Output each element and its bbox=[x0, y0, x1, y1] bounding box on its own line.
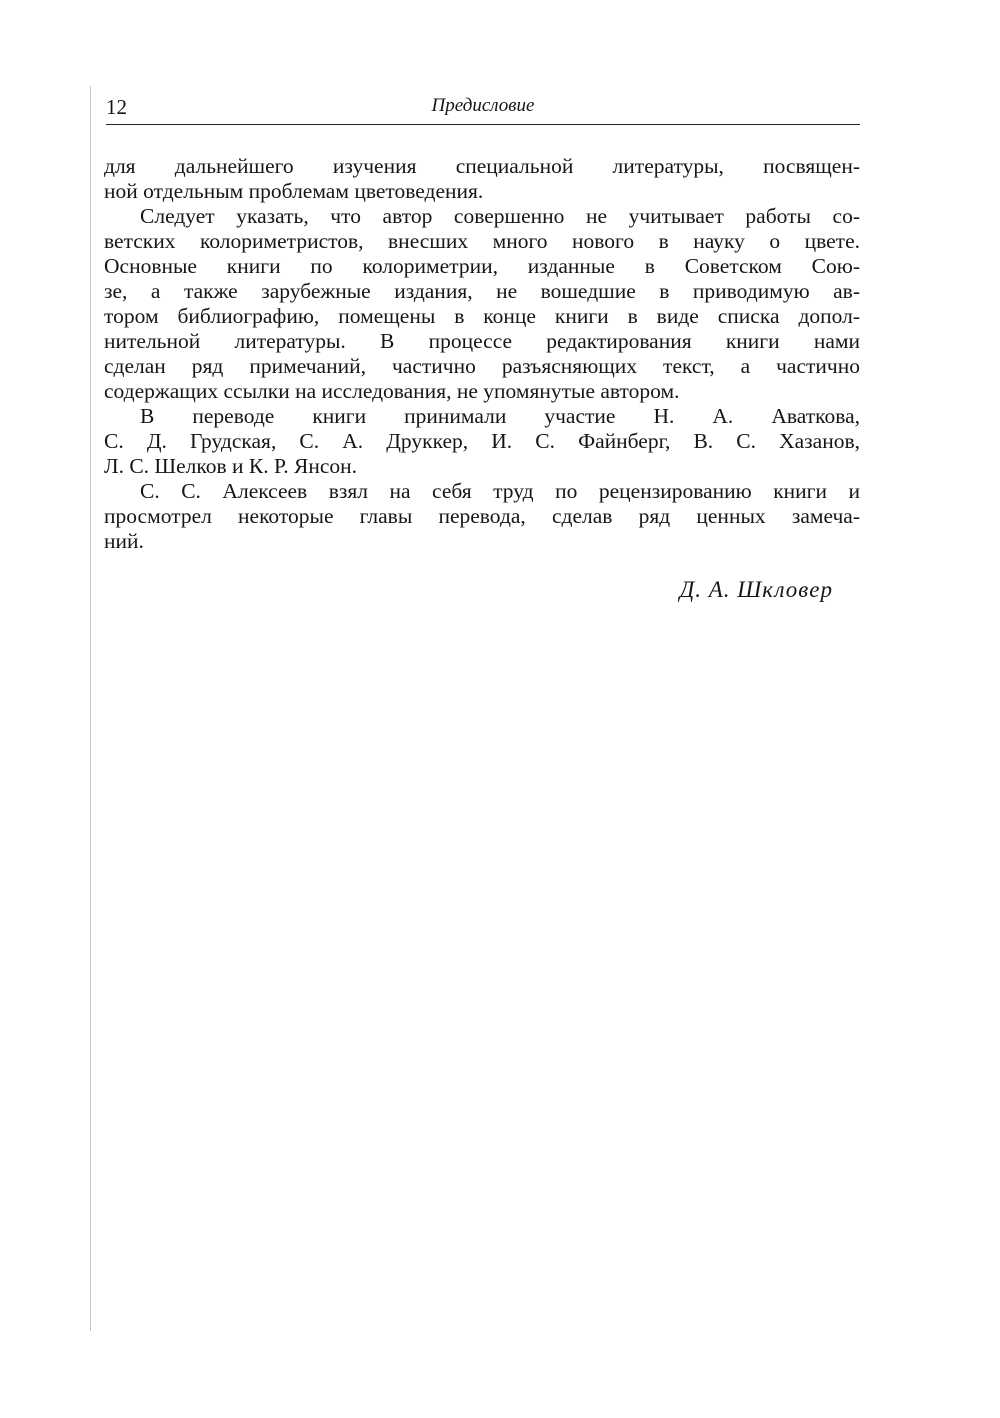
text-line: просмотрел некоторые главы перевода, сделав ряд ценных замеча- bbox=[104, 504, 860, 528]
body-text bbox=[104, 154, 860, 554]
text-line: тором библиографию, помещены в конце книги в виде списка допол- bbox=[104, 304, 860, 328]
text-line: содержащих ссылки на исследования, не упомянутые автором. bbox=[104, 379, 680, 403]
text-line: Л. С. Шелков и К. Р. Янсон. bbox=[104, 454, 358, 478]
signature: Д. А. Шкловер bbox=[679, 577, 833, 602]
paragraph-1 bbox=[104, 154, 860, 204]
text-line: зе, а также зарубежные издания, не вошедшие в приводимую ав- bbox=[104, 279, 860, 303]
text-line: нительной литературы. В процессе редактирования книги нами bbox=[104, 329, 860, 353]
text-line: Следует указать, что автор совершенно не учитывает работы со- bbox=[140, 204, 860, 228]
text-line: для дальнейшего изучения специальной литературы, посвящен- bbox=[104, 154, 860, 178]
paragraph-4 bbox=[104, 479, 860, 554]
text-line: ветских колориметристов, внесших много нового в науку о цвете. bbox=[104, 229, 860, 253]
text-line: ной отдельным проблемам цветоведения. bbox=[104, 179, 484, 203]
left-margin-rule bbox=[90, 86, 91, 1331]
text-line: С. Д. Грудская, С. А. Друккер, И. С. Файнберг, В. С. Хазанов, bbox=[104, 429, 860, 453]
running-title: Предисловие bbox=[431, 95, 535, 116]
text-line: С. С. Алексеев взял на себя труд по рецензированию книги и bbox=[140, 479, 860, 503]
text-line: ний. bbox=[104, 529, 144, 553]
page-number: 12 bbox=[106, 95, 127, 119]
text-line: сделан ряд примечаний, частично разъясняющих текст, а частично bbox=[104, 354, 860, 378]
paragraph-2 bbox=[104, 204, 860, 404]
paragraph-3 bbox=[104, 404, 860, 479]
header-rule bbox=[106, 124, 860, 125]
page-header bbox=[106, 92, 860, 124]
text-line: Основные книги по колориметрии, изданные в Советском Сою- bbox=[104, 254, 860, 278]
text-line: В переводе книги принимали участие Н. А. Аваткова, bbox=[140, 404, 860, 428]
